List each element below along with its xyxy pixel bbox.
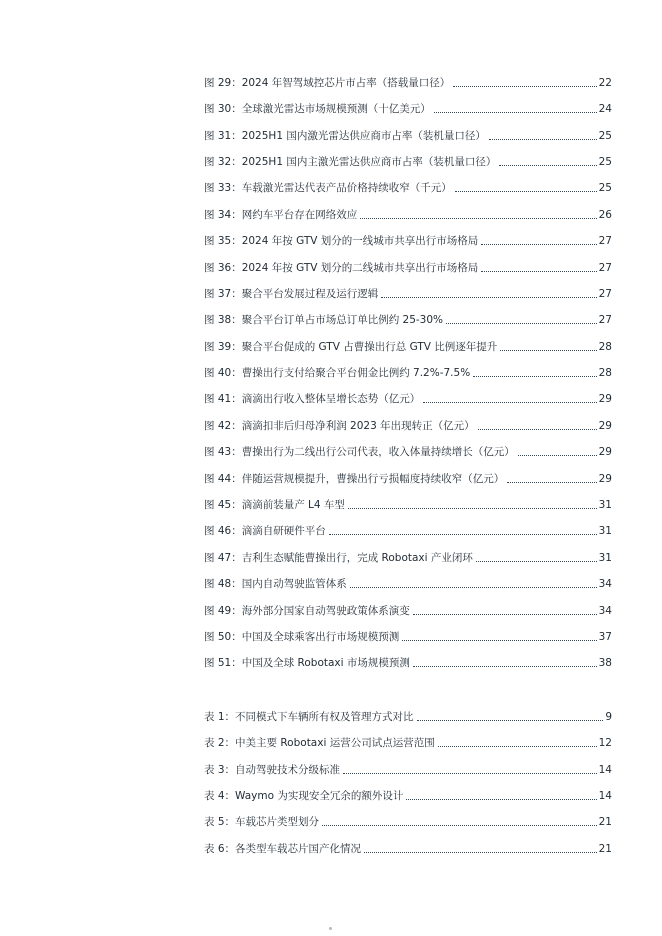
toc-entry-title: 图 29：2024 年智驾域控芯片市占率（搭载量口径） <box>204 77 451 89</box>
toc-entry-page: 34 <box>598 605 612 617</box>
dot-leader <box>322 825 597 826</box>
toc-entry-title: 图 42：滴滴扣非后归母净利润 2023 年出现转正（亿元） <box>204 420 475 432</box>
toc-entry-figure-33[interactable] <box>204 179 612 195</box>
toc-entry-title: 图 46：滴滴自研硬件平台 <box>204 525 326 537</box>
toc-entry-title: 图 45：滴滴前装量产 L4 车型 <box>204 499 345 511</box>
toc-entry-figure-38[interactable] <box>204 311 612 327</box>
toc-entry-page: 26 <box>598 209 612 221</box>
toc-entry-figure-49[interactable] <box>204 602 612 618</box>
dot-leader <box>348 508 597 509</box>
toc-entry-figure-36[interactable] <box>204 259 612 275</box>
toc-entry-title: 表 4：Waymo 为实现安全冗余的额外设计 <box>204 790 404 802</box>
dot-leader <box>446 323 597 324</box>
toc-entry-page: 25 <box>598 156 612 168</box>
dot-leader <box>423 402 596 403</box>
toc-entry-figure-32[interactable] <box>204 153 612 169</box>
toc-entry-title: 图 36：2024 年按 GTV 划分的二线城市共享出行市场格局 <box>204 262 479 274</box>
dot-leader <box>413 666 597 667</box>
toc-entry-figure-51[interactable] <box>204 654 612 670</box>
dot-leader <box>413 614 597 615</box>
toc-entry-table-3[interactable] <box>204 761 612 777</box>
dot-leader <box>507 482 596 483</box>
dot-leader <box>476 561 597 562</box>
dot-leader <box>329 534 597 535</box>
toc-entry-table-4[interactable] <box>204 787 612 803</box>
dot-leader <box>500 350 596 351</box>
toc-entry-page: 27 <box>598 288 612 300</box>
toc-entry-figure-50[interactable] <box>204 628 612 644</box>
toc-entry-figure-42[interactable] <box>204 417 612 433</box>
toc-entry-figure-29[interactable] <box>204 74 612 90</box>
toc-entry-page: 31 <box>598 552 612 564</box>
toc-entry-figure-31[interactable] <box>204 127 612 143</box>
dot-leader <box>434 112 597 113</box>
dot-leader <box>364 852 597 853</box>
toc-entry-figure-47[interactable] <box>204 549 612 565</box>
toc-entry-title: 图 43：曹操出行为二线出行公司代表，收入体量持续增长（亿元） <box>204 446 515 458</box>
toc-entry-title: 表 5：车载芯片类型划分 <box>204 816 320 828</box>
toc-entry-title: 图 50：中国及全球乘客出行市场规模预测 <box>204 631 400 643</box>
toc-entry-page: 21 <box>598 843 612 855</box>
toc-entry-title: 表 2：中美主要 Robotaxi 运营公司试点运营范围 <box>204 737 435 749</box>
toc-entry-page: 27 <box>598 262 612 274</box>
toc-entry-page: 29 <box>598 393 612 405</box>
toc-entry-title: 图 38：聚合平台订单占市场总订单比例约 25-30% <box>204 314 444 326</box>
dot-leader <box>453 86 596 87</box>
toc-entry-page: 31 <box>598 525 612 537</box>
toc-entry-title: 表 6：各类型车载芯片国产化情况 <box>204 843 362 855</box>
toc-entry-title: 图 32：2025H1 国内主激光雷达供应商市占率（装机量口径） <box>204 156 497 168</box>
toc-entry-table-5[interactable] <box>204 813 612 829</box>
toc-entry-page: 14 <box>598 764 612 776</box>
toc-entry-page: 38 <box>598 657 612 669</box>
toc-entry-figure-34[interactable] <box>204 206 612 222</box>
toc-entry-page: 12 <box>598 737 612 749</box>
dot-leader <box>343 773 597 774</box>
toc-entry-title: 图 33：车载激光雷达代表产品价格持续收窄（千元） <box>204 182 452 194</box>
dot-leader <box>473 376 596 377</box>
toc-entry-title: 图 34：网约车平台存在网络效应 <box>204 209 358 221</box>
toc-entry-figure-37[interactable] <box>204 285 612 301</box>
dot-leader <box>489 139 597 140</box>
toc-entry-title: 图 51：中国及全球 Robotaxi 市场规模预测 <box>204 657 410 669</box>
toc-entry-page: 29 <box>598 446 612 458</box>
toc-entry-page: 27 <box>598 235 612 247</box>
toc-entry-page: 21 <box>598 816 612 828</box>
dot-leader <box>417 720 604 721</box>
dot-leader <box>360 218 596 219</box>
dot-leader <box>402 640 596 641</box>
toc-entry-figure-30[interactable] <box>204 100 612 116</box>
toc-entry-page: 31 <box>598 499 612 511</box>
page-footer-mark <box>329 927 332 930</box>
dot-leader <box>438 746 597 747</box>
toc-entry-table-1[interactable] <box>204 708 612 724</box>
toc-entry-page: 29 <box>598 420 612 432</box>
toc-entry-figure-45[interactable] <box>204 496 612 512</box>
toc-entry-table-6[interactable] <box>204 840 612 856</box>
toc-entry-page: 34 <box>598 578 612 590</box>
dot-leader <box>455 191 597 192</box>
toc-entry-page: 37 <box>598 631 612 643</box>
toc-entry-figure-35[interactable] <box>204 232 612 248</box>
toc-entry-title: 图 35：2024 年按 GTV 划分的一线城市共享出行市场格局 <box>204 235 479 247</box>
toc-entry-page: 24 <box>598 103 612 115</box>
toc-entry-title: 图 39：聚合平台促成的 GTV 占曹操出行总 GTV 比例逐年提升 <box>204 341 498 353</box>
toc-entry-title: 图 49：海外部分国家自动驾驶政策体系演变 <box>204 605 410 617</box>
dot-leader <box>478 429 597 430</box>
toc-entry-page: 9 <box>605 711 612 723</box>
toc-entry-title: 图 30：全球激光雷达市场规模预测（十亿美元） <box>204 103 431 115</box>
toc-entry-title: 图 40：曹操出行支付给聚合平台佣金比例约 7.2%-7.5% <box>204 367 471 379</box>
toc-entry-page: 14 <box>598 790 612 802</box>
toc-entry-page: 29 <box>598 473 612 485</box>
toc-entry-page: 28 <box>598 341 612 353</box>
toc-entry-page: 28 <box>598 367 612 379</box>
toc-entry-figure-41[interactable] <box>204 390 612 406</box>
toc-entry-page: 22 <box>598 77 612 89</box>
toc-entry-title: 图 44：伴随运营规模提升，曹操出行亏损幅度持续收窄（亿元） <box>204 473 505 485</box>
toc-entry-figure-48[interactable] <box>204 575 612 591</box>
toc-entry-title: 表 3：自动驾驶技术分级标准 <box>204 764 341 776</box>
toc-entry-table-2[interactable] <box>204 734 612 750</box>
dot-leader <box>499 165 596 166</box>
toc-entry-title: 图 48：国内自动驾驶监管体系 <box>204 578 347 590</box>
toc-entry-title: 图 31：2025H1 国内激光雷达供应商市占率（装机量口径） <box>204 130 486 142</box>
dot-leader <box>481 271 596 272</box>
toc-entry-figure-39[interactable] <box>204 338 612 354</box>
toc-entry-figure-44[interactable] <box>204 470 612 486</box>
toc-entry-title: 图 37：聚合平台发展过程及运行逻辑 <box>204 288 379 300</box>
dot-leader <box>381 297 596 298</box>
toc-entry-figure-40[interactable] <box>204 364 612 380</box>
toc-entry-figure-46[interactable] <box>204 522 612 538</box>
toc-entry-title: 表 1：不同模式下车辆所有权及管理方式对比 <box>204 711 414 723</box>
dot-leader <box>406 799 596 800</box>
dot-leader <box>481 244 596 245</box>
dot-leader <box>518 455 597 456</box>
toc-entry-title: 图 47：吉利生态赋能曹操出行，完成 Robotaxi 产业闭环 <box>204 552 473 564</box>
toc-entry-page: 25 <box>598 130 612 142</box>
toc-entry-page: 27 <box>598 314 612 326</box>
dot-leader <box>350 587 597 588</box>
toc-entry-page: 25 <box>598 182 612 194</box>
toc-entry-figure-43[interactable] <box>204 443 612 459</box>
toc-entry-title: 图 41：滴滴出行收入整体呈增长态势（亿元） <box>204 393 421 405</box>
